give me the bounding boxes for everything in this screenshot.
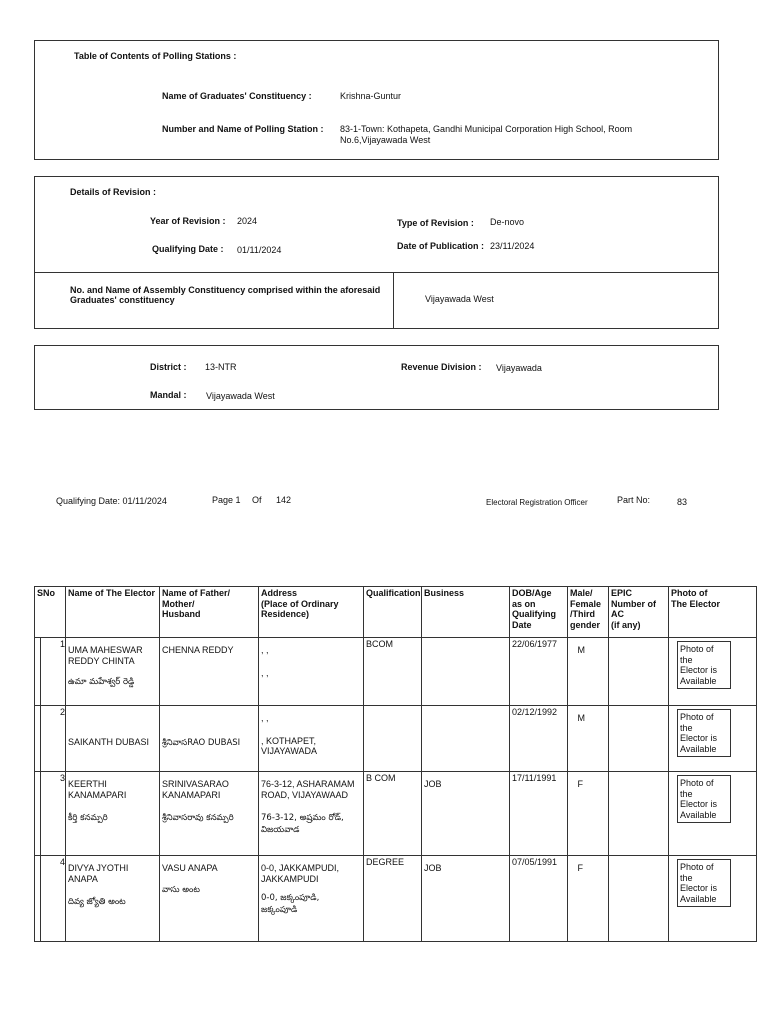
station-label: Number and Name of Polling Station : <box>162 124 324 134</box>
station-value-line1: 83-1-Town: Kothapeta, Gandhi Municipal Corporation High School, Room <box>340 124 633 134</box>
cell-gender: F <box>568 772 609 856</box>
cell-father: SRINIVASARAO KANAMAPARI శ్రీనివాసరావు కనమ్పరి <box>160 772 259 856</box>
revision-divider <box>34 272 719 273</box>
cell-epic <box>609 856 669 942</box>
publication-label: Date of Publication : <box>397 241 485 251</box>
cell-address: , , , , <box>259 638 364 706</box>
cell-father: CHENNA REDDY <box>160 638 259 706</box>
footer-page: Page 1 <box>212 495 241 505</box>
qualifying-label: Qualifying Date : <box>152 244 224 254</box>
photo-placeholder: Photo of the Elector is Available <box>677 775 731 823</box>
footer-officer: Electoral Registration Officer <box>486 498 588 507</box>
station-value-line2: No.6,Vijayawada West <box>340 135 431 145</box>
footer-part-value: 83 <box>677 497 688 507</box>
cell-sno: 4 <box>35 856 66 942</box>
cell-dob: 02/12/1992 <box>510 706 568 772</box>
cell-gender: M <box>568 706 609 772</box>
revision-box <box>34 176 719 329</box>
mandal-value: Vijayawada West <box>206 391 275 401</box>
cell-qualification: BCOM <box>364 638 422 706</box>
toc-title: Table of Contents of Polling Stations : <box>74 51 237 61</box>
header-epic: EPIC Number of AC (if any) <box>609 587 669 638</box>
revenue-label: Revenue Division : <box>401 362 482 372</box>
header-photo: Photo of The Elector <box>669 587 757 638</box>
cell-address: , , , KOTHAPET, VIJAYAWADA <box>259 706 364 772</box>
qualifying-value: 01/11/2024 <box>237 245 282 255</box>
cell-name: DIVYA JYOTHI ANAPA దివ్య జ్యోతి అంట <box>66 856 160 942</box>
table-row <box>35 706 757 772</box>
location-box <box>34 345 719 410</box>
cell-epic <box>609 638 669 706</box>
constituency-label: Name of Graduates' Constituency : <box>162 91 312 101</box>
cell-qualification: B COM <box>364 772 422 856</box>
table-row <box>35 772 757 856</box>
cell-dob: 07/05/1991 <box>510 856 568 942</box>
mandal-label: Mandal : <box>150 390 187 400</box>
assembly-label-line2: Graduates' constituency <box>70 295 175 305</box>
assembly-value: Vijayawada West <box>425 294 494 304</box>
cell-business: JOB <box>422 772 510 856</box>
cell-father: శ్రీనివాసRAO DUBASI <box>160 706 259 772</box>
cell-qualification: DEGREE <box>364 856 422 942</box>
constituency-value: Krishna-Guntur <box>340 91 402 101</box>
year-value: 2024 <box>237 216 258 226</box>
type-label: Type of Revision : <box>397 218 474 228</box>
header-gender: Male/ Female /Third gender <box>568 587 609 638</box>
cell-photo <box>669 856 757 942</box>
footer-qualifying: Qualifying Date: 01/11/2024 <box>56 496 167 506</box>
cell-name: UMA MAHESWAR REDDY CHINTA ఉమా మహేశ్వర్ రెడ్డి <box>66 638 160 706</box>
cell-address: 0-0, JAKKAMPUDI, JAKKAMPUDI 0-0, జక్కంపూడి, జక్కంపూడి <box>259 856 364 942</box>
electors-table <box>34 586 757 942</box>
assembly-label-line1: No. and Name of Assembly Constituency comprised within the aforesaid <box>70 285 381 295</box>
type-value: De-novo <box>490 217 525 227</box>
cell-epic <box>609 772 669 856</box>
footer-part-label: Part No: <box>617 495 651 505</box>
revenue-value: Vijayawada <box>496 363 542 373</box>
cell-dob: 17/11/1991 <box>510 772 568 856</box>
year-label: Year of Revision : <box>150 216 226 226</box>
table-header-row <box>35 587 757 638</box>
photo-placeholder: Photo of the Elector is Available <box>677 641 731 689</box>
cell-sno: 2 <box>35 706 66 772</box>
district-value: 13-NTR <box>205 362 237 372</box>
cell-business: JOB <box>422 856 510 942</box>
header-name: Name of The Elector <box>66 587 160 638</box>
revision-vdivider <box>393 272 394 329</box>
publication-value: 23/11/2024 <box>490 241 535 251</box>
cell-gender: F <box>568 856 609 942</box>
cell-gender: M <box>568 638 609 706</box>
cell-sno: 3 <box>35 772 66 856</box>
cell-business <box>422 706 510 772</box>
cell-name: KEERTHI KANAMAPARI కీర్తి కనమ్పరి <box>66 772 160 856</box>
table-row <box>35 856 757 942</box>
cell-qualification <box>364 706 422 772</box>
cell-sno: 1 <box>35 638 66 706</box>
cell-address: 76-3-12, ASHARAMAM ROAD, VIJAYAWAAD 76-3-12, అష్రమం రోడ్, విజయవాడ <box>259 772 364 856</box>
cell-business <box>422 638 510 706</box>
cell-father: VASU ANAPA వాసు అంట <box>160 856 259 942</box>
footer-total-pages: 142 <box>276 495 292 505</box>
cell-name: SAIKANTH DUBASI <box>66 706 160 772</box>
sno-inner-rule <box>40 638 41 942</box>
photo-placeholder: Photo of the Elector is Available <box>677 709 731 757</box>
header-qualification: Qualification <box>364 587 422 638</box>
header-address: Address (Place of Ordinary Residence) <box>259 587 364 638</box>
district-label: District : <box>150 362 187 372</box>
cell-photo <box>669 706 757 772</box>
cell-photo <box>669 638 757 706</box>
header-father: Name of Father/ Mother/ Husband <box>160 587 259 638</box>
header-dob: DOB/Age as on Qualifying Date <box>510 587 568 638</box>
cell-photo <box>669 772 757 856</box>
footer-of: Of <box>252 495 262 505</box>
revision-title: Details of Revision : <box>70 187 157 197</box>
cell-epic <box>609 706 669 772</box>
photo-placeholder: Photo of the Elector is Available <box>677 859 731 907</box>
header-business: Business <box>422 587 510 638</box>
header-sno: SNo <box>35 587 66 638</box>
cell-dob: 22/06/1977 <box>510 638 568 706</box>
table-row <box>35 638 757 706</box>
